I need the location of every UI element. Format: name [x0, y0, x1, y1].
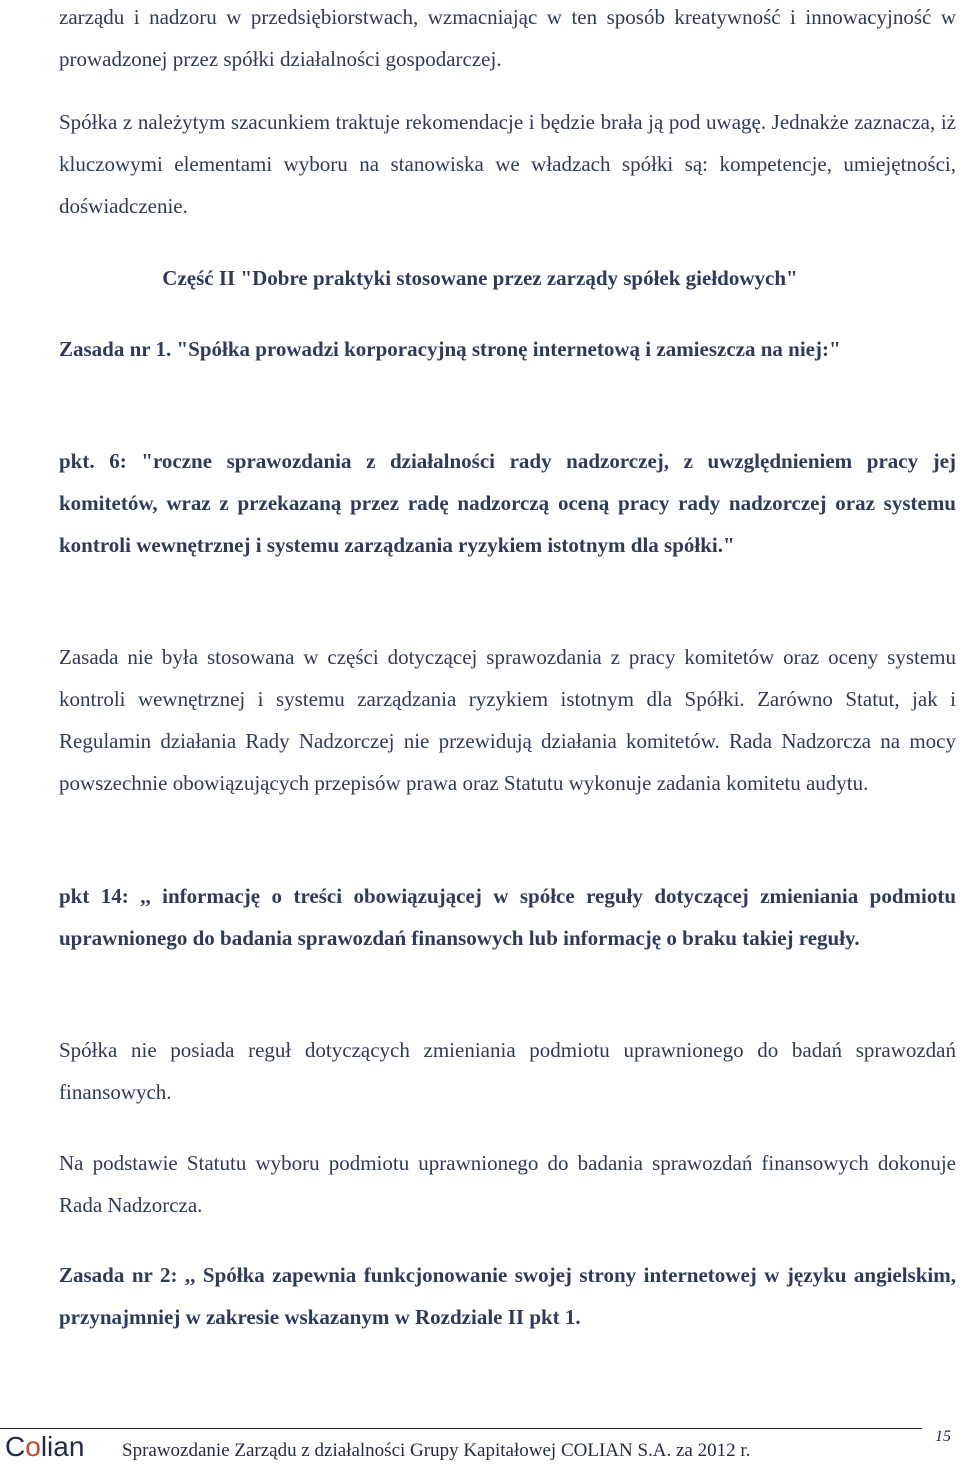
rule-1-heading: Zasada nr 1. "Spółka prowadzi korporacyjną stronę internetową i zamieszcza na niej:": [59, 337, 841, 361]
footer-text: Sprawozdanie Zarządu z działalności Grupy Kapitałowej COLIAN S.A. za 2012 r.: [122, 1440, 751, 1461]
rule-2-heading: Zasada nr 2: ,, Spółka zapewnia funkcjonowanie swojej strony internetowej w języku angielskim, przynajmniej w zakresie wskazanym w Rozdziale II pkt 1.: [59, 1263, 956, 1329]
colian-logo: Colian: [5, 1431, 85, 1462]
paragraph-intro: zarządu i nadzoru w przedsiębiorstwach, wzmacniając w ten sposób kreatywność i innowacyjność w prowadzonej przez spółki działalności gospodarczej.: [59, 5, 956, 71]
point-6: pkt. 6: "roczne sprawozdania z działalności rady nadzorczej, z uwzględnieniem pracy jej komitetów, wraz z przekazaną przez radę nadzorczą oceną pracy rady nadzorczej oraz systemu kontroli wewnętrznej i systemu zarządzania ryzykiem istotnym dla spółki.": [59, 449, 956, 557]
paragraph-recommendation: Spółka z należytym szacunkiem traktuje rekomendacje i będzie brała ją pod uwagę. Jednakże zaznacza, iż kluczowymi elementami wyboru na stanowiska we władzach spółki są: kompetencje, umiejętności, doświadczenie.: [59, 110, 956, 218]
paragraph-rule-not-applied: Zasada nie była stosowana w części dotyczącej sprawozdania z pracy komitetów oraz oceny systemu kontroli wewnętrznej i systemu zarządzania ryzykiem istotnym dla Spółki. Zarówno Statut, jak i Regulamin działania Rady Nadzorczej nie przewidują działania komitetów. Rada Nadzorcza na mocy powszechnie obowiązujących przepisów prawa oraz Statutu wykonuje zadania komitetu audytu.: [59, 645, 956, 795]
point-14: pkt 14: ,, informację o treści obowiązującej w spółce reguły dotyczącej zmieniania podmiotu uprawnionego do badania sprawozdań finansowych lub informację o braku takiej reguły.: [59, 884, 956, 950]
section-heading-part2: Część II "Dobre praktyki stosowane przez zarządy spółek giełdowych": [162, 266, 798, 290]
footer-divider: [0, 1428, 922, 1429]
paragraph-no-rules: Spółka nie posiada reguł dotyczących zmieniania podmiotu uprawnionego do badań sprawozdań finansowych.: [59, 1038, 956, 1104]
paragraph-statute: Na podstawie Statutu wyboru podmiotu uprawnionego do badania sprawozdań finansowych dokonuje Rada Nadzorcza.: [59, 1151, 956, 1217]
page-number: 15: [935, 1428, 951, 1445]
